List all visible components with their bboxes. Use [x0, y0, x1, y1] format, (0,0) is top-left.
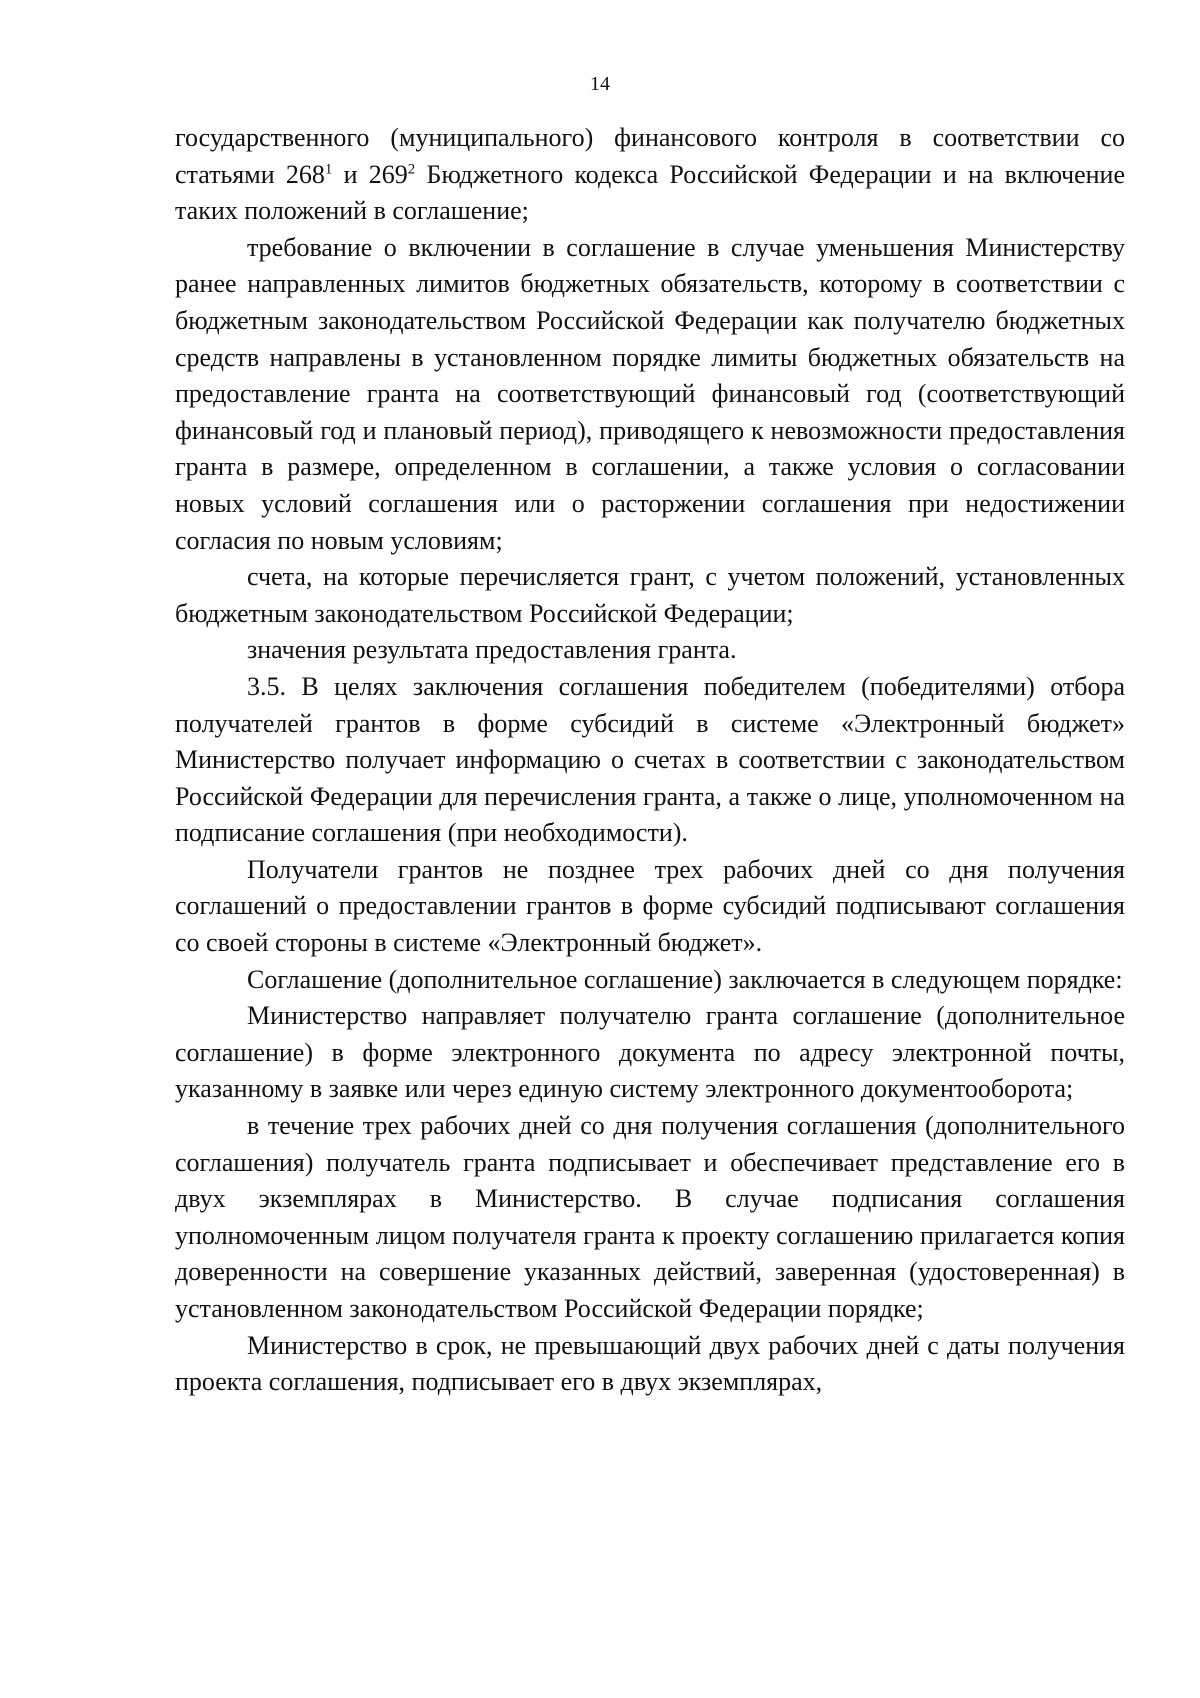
paragraph-text: Министерство направляет получателю гранта соглашение (дополнительное соглашение) в форме электронного документа по адресу электронной почты, указанному в заявке или через единую систему электронного документооборота;	[175, 1001, 1125, 1104]
paragraph-7	[175, 962, 1125, 999]
footnote-superscript: 2	[407, 160, 416, 177]
footnote-superscript: 1	[324, 160, 333, 177]
paragraph-text: в течение трех рабочих дней со дня получения соглашения (дополнительного соглашения) получатель гранта подписывает и обеспечивает представление его в двух экземплярах в Министерство. В случае подписания соглашения уполномоченным лицом получателя гранта к проекту соглашению прилагается копия доверенности на совершение указанных действий, заверенная (удостоверенная) в установленном законодательством Российской Федерации порядке;	[175, 1111, 1125, 1323]
paragraph-1	[175, 120, 1125, 230]
paragraph-2	[175, 230, 1125, 559]
paragraph-text: и 269	[332, 159, 408, 189]
paragraph-6	[175, 852, 1125, 962]
paragraph-text: Соглашение (дополнительное соглашение) заключается в следующем порядке:	[247, 964, 1123, 994]
page-number: 14	[590, 73, 610, 95]
paragraph-4	[175, 632, 1125, 669]
paragraph-10	[175, 1328, 1125, 1401]
paragraph-text: требование о включении в соглашение в случае уменьшения Министерству ранее направленных лимитов бюджетных обязательств, которому в соответствии с бюджетным законодательством Российской Федерации как получателю бюджетных средств направлены в установленном порядке лимиты бюджетных обязательств на предоставление гранта на соответствующий финансовый год (соответствующий финансовый год и плановый период), приводящего к невозможности предоставления гранта в размере, определенном в соглашении, а также условия о согласовании новых условий соглашения или о расторжении соглашения при недостижении согласия по новым условиям;	[175, 232, 1125, 555]
paragraph-text: Получатели грантов не позднее трех рабочих дней со дня получения соглашений о предоставлении грантов в форме субсидий подписывают соглашения со своей стороны в системе «Электронный бюджет».	[175, 854, 1125, 958]
paragraph-text: счета, на которые перечисляется грант, с учетом положений, установленных бюджетным законодательством Российской Федерации;	[175, 562, 1125, 628]
paragraph-text: Министерство в срок, не превышающий двух рабочих дней с даты получения проекта соглашения, подписывает его в двух экземплярах,	[175, 1330, 1125, 1397]
paragraph-3	[175, 559, 1125, 632]
paragraph-text: значения результата предоставления гранта.	[247, 635, 737, 665]
paragraph-5	[175, 669, 1125, 852]
paragraph-text: государственного (муниципального) финансового контроля в соответствии со статьями 268	[175, 123, 1125, 189]
paragraph-9	[175, 1108, 1125, 1328]
document-body	[175, 120, 1125, 1401]
paragraph-text: Бюджетного кодекса Российской Федерации и на включение таких положений в соглашение;	[175, 159, 1125, 226]
paragraph-8	[175, 998, 1125, 1108]
paragraph-text: 3.5. В целях заключения соглашения победителем (победителями) отбора получателей грантов в форме субсидий в системе «Электронный бюджет» Министерство получает информацию о счетах в соответствии с законодательством Российской Федерации для перечисления гранта, а также о лице, уполномоченном на подписание соглашения (при необходимости).	[175, 671, 1125, 848]
